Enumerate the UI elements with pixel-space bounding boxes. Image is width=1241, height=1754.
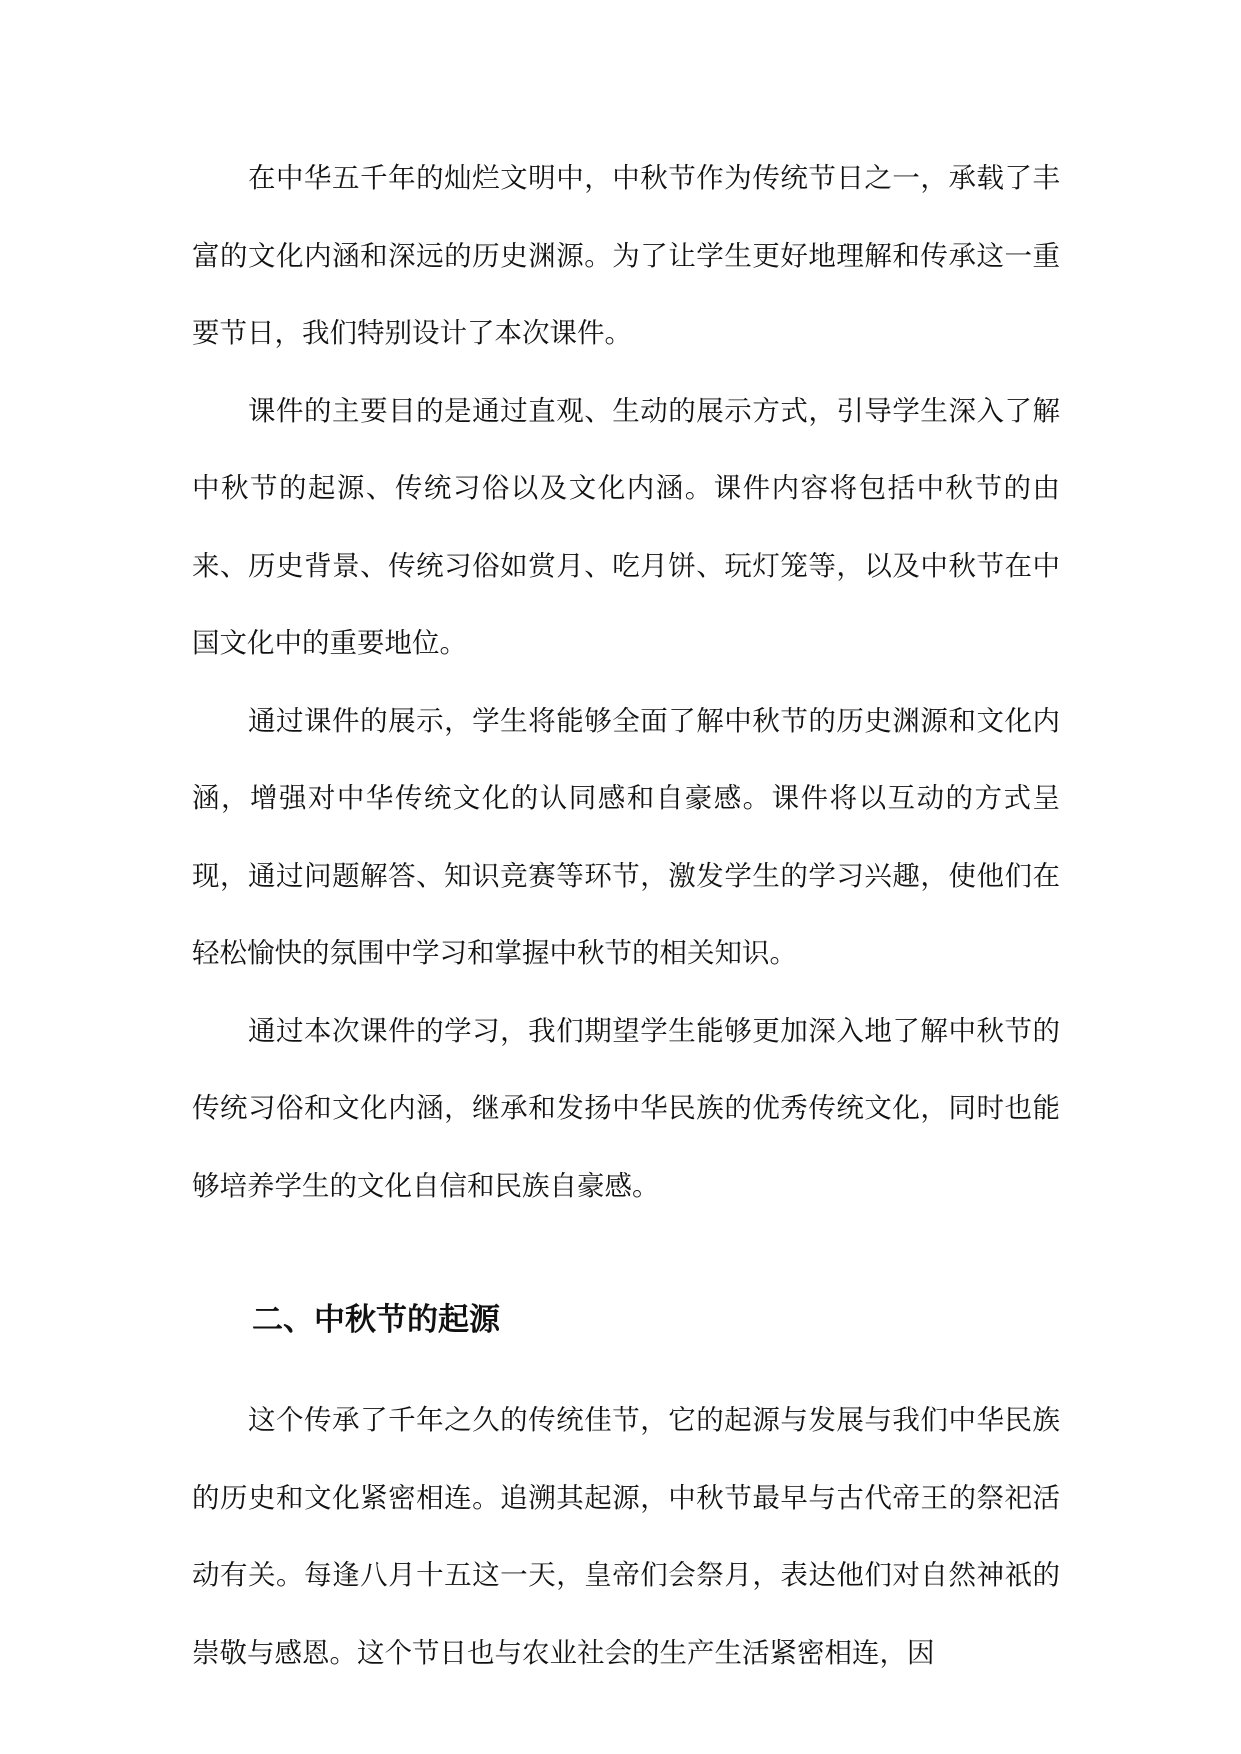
document-body xyxy=(192,140,1060,1692)
section-heading-origin: 二、中秋节的起源 xyxy=(252,1302,500,1338)
paragraph-intro-2: 课件的主要目的是通过直观、生动的展示方式，引导学生深入了解中秋节的起源、传统习俗以及文化内涵。课件内容将包括中秋节的由来、历史背景、传统习俗如赏月、吃月饼、玩灯笼等，以及中秋节在中国文化中的重要地位。 xyxy=(192,394,1060,659)
paragraph-intro-4: 通过本次课件的学习，我们期望学生能够更加深入地了解中秋节的传统习俗和文化内涵，继承和发扬中华民族的优秀传统文化，同时也能够培养学生的文化自信和民族自豪感。 xyxy=(192,1014,1060,1202)
paragraph-intro-3: 通过课件的展示，学生将能够全面了解中秋节的历史渊源和文化内涵，增强对中华传统文化的认同感和自豪感。课件将以互动的方式呈现，通过问题解答、知识竞赛等环节，激发学生的学习兴趣，使他们在轻松愉快的氛围中学习和掌握中秋节的相关知识。 xyxy=(192,704,1060,969)
paragraph-intro-1: 在中华五千年的灿烂文明中，中秋节作为传统节日之一，承载了丰富的文化内涵和深远的历史渊源。为了让学生更好地理解和传承这一重要节日，我们特别设计了本次课件。 xyxy=(192,162,1060,349)
paragraph-origin-1: 这个传承了千年之久的传统佳节，它的起源与发展与我们中华民族的历史和文化紧密相连。追溯其起源，中秋节最早与古代帝王的祭祀活动有关。每逢八月十五这一天，皇帝们会祭月，表达他们对自然神祇的崇敬与感恩。这个节日也与农业社会的生产生活紧密相连，因 xyxy=(192,1404,1060,1669)
